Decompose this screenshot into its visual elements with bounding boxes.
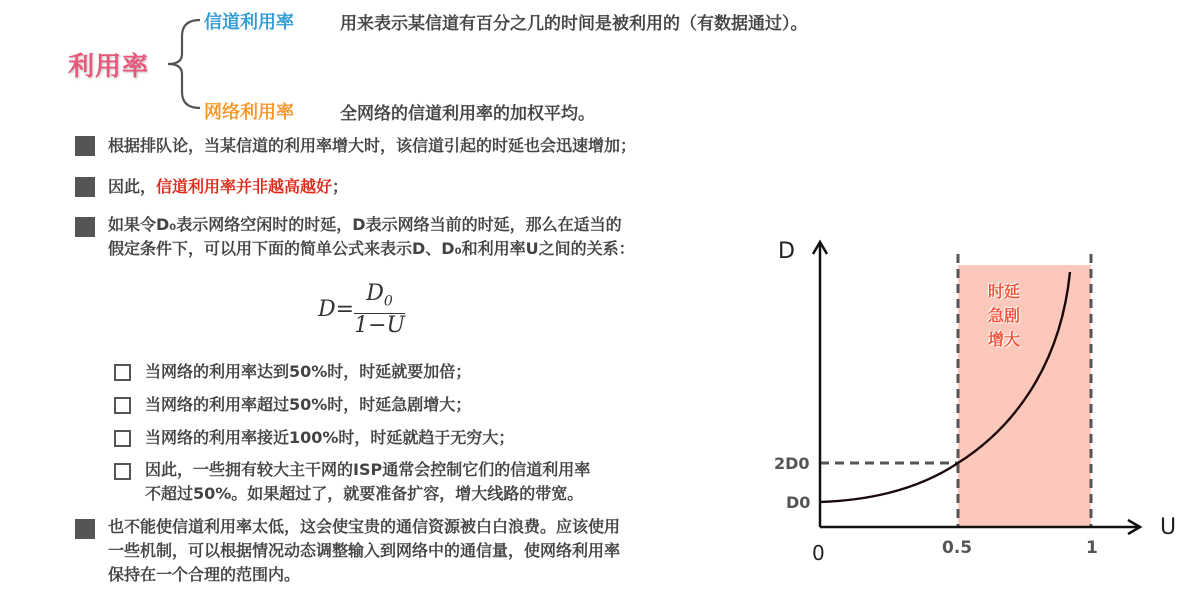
x-tick-half: 0.5 [942, 538, 973, 558]
origin-label: 0 [812, 541, 825, 565]
bullet-prefix: 因此， [108, 177, 157, 196]
term-network-utilization-desc: 全网络的信道利用率的加权平均。 [340, 104, 595, 124]
formula-denominator: 1−U [354, 313, 406, 339]
y-tick-d0: D0 [786, 493, 811, 512]
subitem-text: 当网络的利用率接近100%时，时延就趋于无穷大； [145, 428, 515, 447]
x-axis-label: U [1160, 515, 1177, 540]
subitem-text: 当网络的利用率超过50%时，时延急剧增大； [145, 395, 472, 414]
highlight-text: 信道利用率并非越高越好 [156, 177, 333, 196]
bullet-line: 也不能使信道利用率太低，这会使宝贵的通信资源被白白浪费。应该使用 [108, 517, 621, 536]
region-label-line: 时延 [988, 282, 1021, 301]
bullet-text: 根据排队论，当某信道的利用率增大时，该信道引起的时延也会迅速增加； [108, 136, 637, 155]
shaded-region [958, 265, 1091, 527]
term-channel-utilization: 信道利用率 [204, 12, 294, 33]
region-label-line: 急剧 [988, 306, 1021, 325]
bullet-line: 一些机制，可以根据情况动态调整输入到网络中的通信量，使网络利用率 [108, 541, 621, 560]
x-tick-one: 1 [1086, 538, 1098, 558]
bullet-line: 假定条件下，可以用下面的简单公式来表示D、D₀和利用率U之间的关系： [108, 239, 635, 258]
subitem-line: 不超过50%。如果超过了，就要准备扩容，增大线路的带宽。 [145, 484, 584, 503]
region-label [988, 280, 1020, 352]
formula-lhs: D= [318, 297, 355, 323]
region-label-line: 增大 [988, 330, 1021, 349]
bullet-suffix: ； [332, 177, 349, 196]
y-tick-2d0: 2D0 [774, 454, 810, 473]
subitem-text: 当网络的利用率达到50%时，时延就要加倍； [145, 362, 472, 381]
formula-numerator: $D_0$ [354, 282, 405, 314]
term-network-utilization: 网络利用率 [204, 102, 294, 123]
y-axis-label: D [778, 239, 795, 264]
subitem-line: 因此，一些拥有较大主干网的ISP通常会控制它们的信道利用率 [145, 460, 591, 479]
main-term: 利用率 [68, 52, 150, 82]
bullet-line: 保持在一个合理的范围内。 [108, 565, 301, 584]
term-channel-utilization-desc: 用来表示某信道有百分之几的时间是被利用的（有数据通过）。 [340, 14, 808, 34]
bullet-line: 如果令D₀表示网络空闲时的时延，D表示网络当前的时延，那么在适当的 [108, 215, 622, 234]
